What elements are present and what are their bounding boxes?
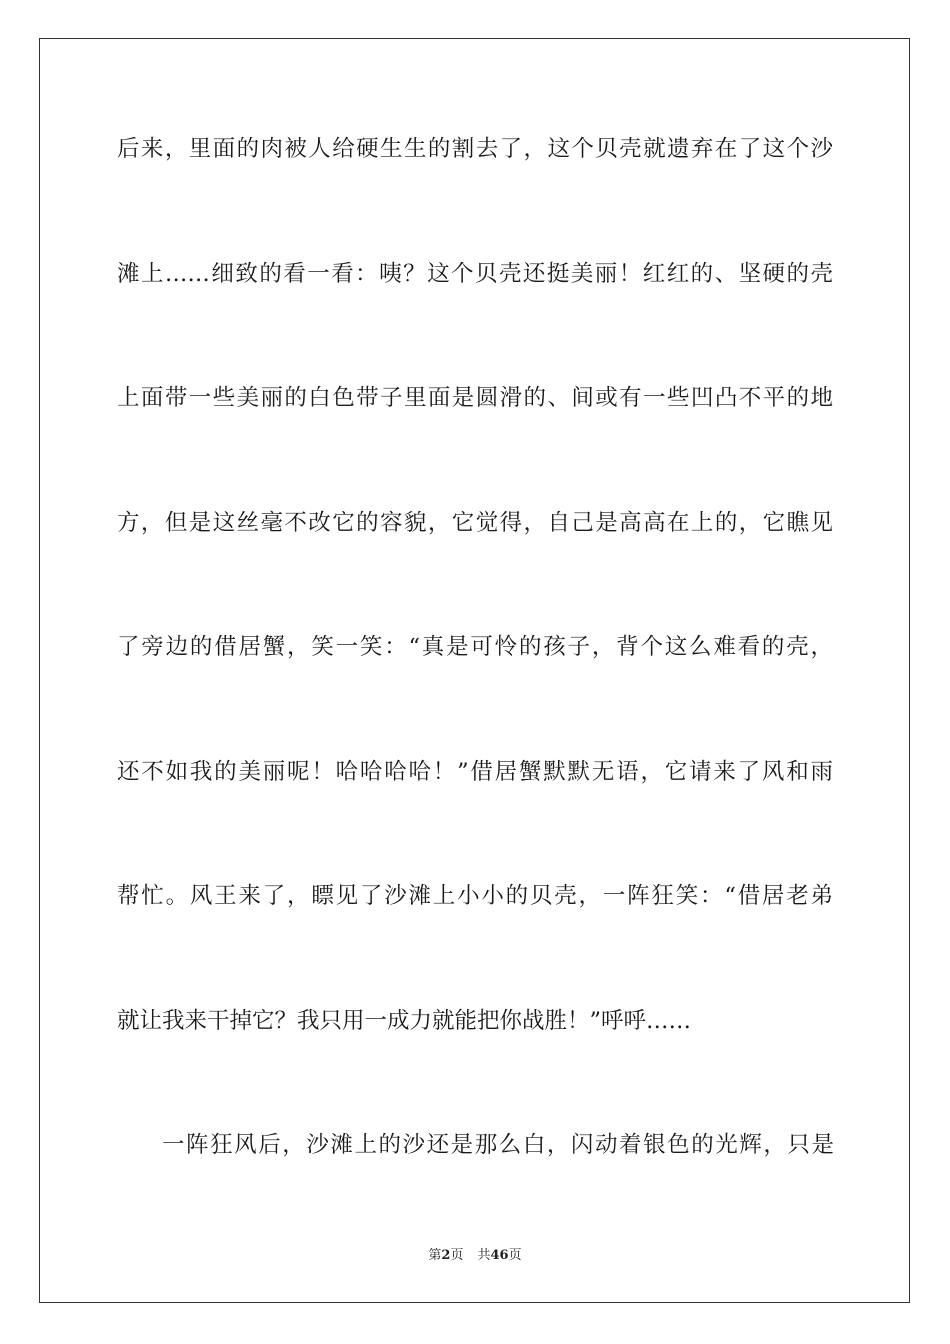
body-line-3: 上面带一些美丽的白色带子里面是圆滑的、间或有一些凹凸不平的地 xyxy=(117,385,833,411)
body-line-7: 帮忙。风王来了，瞟见了沙滩上小小的贝壳，一阵狂笑：“借居老弟 xyxy=(117,883,833,909)
page-prefix: 第 xyxy=(428,1248,442,1263)
total-suffix: 页 xyxy=(508,1248,522,1263)
page-border xyxy=(39,38,910,1303)
body-line-6: 还不如我的美丽呢！哈哈哈哈！”借居蟹默默无语，它请来了风和雨 xyxy=(117,759,833,785)
page-number: 2 xyxy=(441,1248,451,1263)
total-prefix: 共 xyxy=(477,1248,491,1263)
page-footer xyxy=(0,1246,950,1266)
body-line-4: 方，但是这丝毫不改它的容貌，它觉得，自己是高高在上的，它瞧见 xyxy=(117,510,833,536)
body-line-1: 后来，里面的肉被人给硬生生的割去了，这个贝壳就遗弃在了这个沙 xyxy=(117,136,833,162)
total-pages: 46 xyxy=(490,1248,509,1263)
paragraph-start-line: 一阵狂风后，沙滩上的沙还是那么白，闪动着银色的光辉，只是 xyxy=(162,1132,834,1158)
body-line-8: 就让我来干掉它？我只用一成力就能把你战胜！”呼呼…… xyxy=(117,1008,692,1034)
body-line-5: 了旁边的借居蟹，笑一笑：“真是可怜的孩子，背个这么难看的壳， xyxy=(117,634,833,660)
body-line-2: 滩上……细致的看一看：咦？这个贝壳还挺美丽！红红的、坚硬的壳 xyxy=(117,261,833,287)
page-suffix: 页 xyxy=(450,1248,464,1263)
